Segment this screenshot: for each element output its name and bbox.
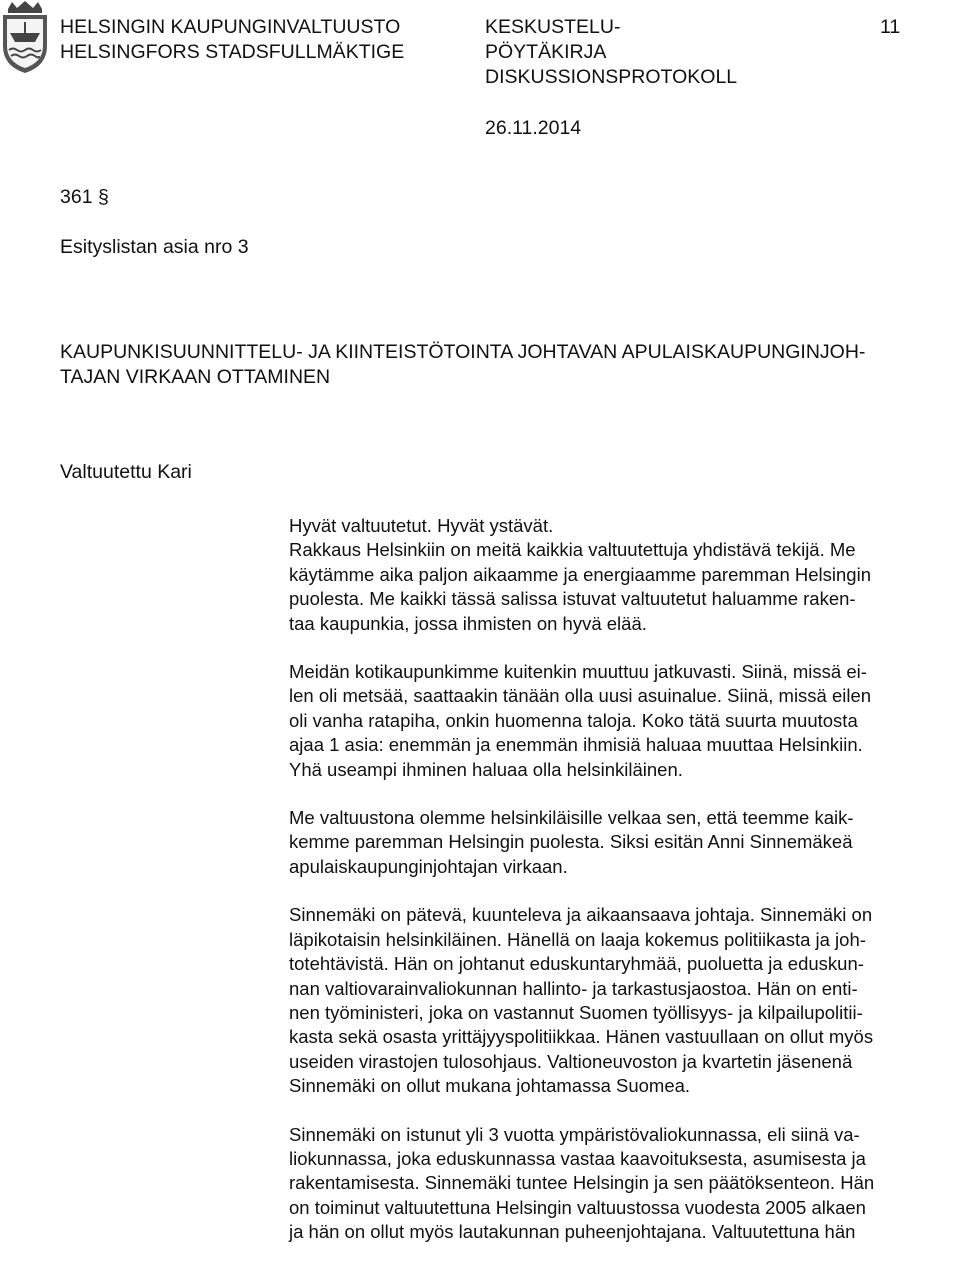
section-title-line-2: TAJAN VIRKAAN OTTAMINEN [60,366,331,388]
header-document-type [485,15,737,90]
speech-paragraph-5: Sinnemäki on pätevä, kuunteleva ja aikaansaava johtaja. Sinnemäki on läpikotaisin helsinkiläinen. Hänellä on laaja kokemus politiikasta ja joh- totehtävistä. Hän on johtanut eduskuntaryhmää, puoluetta ja eduskun- nan valtiovarainvaliokunnan hallinto- ja tarkastusjaostoa. Hän on enti- nen työministeri, joka on vastannut Suomen työllisyys- ja kilpailupolitii- kasta sekä osasta yrittäjyyspolitiikkaa. Hänen vastuullaan on ollut myös useiden virastojen tulosohjaus. Valtioneuvoston ja kvartetin jäsenenä Sinnemäki on ollut mukana johtamassa Suomea. [289,904,874,1097]
page-number: 11 [880,16,901,38]
section-title-line-1: KAUPUNKISUUNNITTELU- JA KIINTEISTÖTOINTA JOHTAVAN APULAISKAUPUNGINJOH- [60,341,866,363]
helsinki-crest-icon [0,0,50,74]
document-date: 26.11.2014 [485,117,582,139]
doc-type-line-1: KESKUSTELU- [485,16,621,38]
header-organization [60,15,404,65]
agenda-item: Esityslistan asia nro 3 [60,236,249,258]
speech-paragraph-4: Me valtuustona olemme helsinkiläisille velkaa sen, että teemme kaik- kemme paremman Helsingin puolesta. Siksi esitän Anni Sinnemäkeä apulaiskaupunginjohtajan virkaan. [289,807,854,877]
doc-type-line-3: DISKUSSIONSPROTOKOLL [485,66,738,88]
section-number: 361 § [60,186,109,208]
speech-body [289,514,955,1269]
speech-paragraph-6: Sinnemäki on istunut yli 3 vuotta ympäristövaliokunnassa, eli siinä va- liokunnassa, joka eduskunnassa vastaa kaavoituksesta, asumisesta ja rakentamisesta. Sinnemäki tuntee Helsingin ja sen päätöksenteon. Hän on toiminut valtuutettuna Helsingin valtuustossa vuodesta 2005 alkaen ja hän on ollut myös lautakunnan puheenjohtajana. Valtuutettuna hän [289,1123,875,1243]
speech-paragraph-2: Rakkaus Helsinkiin on meitä kaikkia valtuutettuja yhdistävä tekijä. Me käytämme aika paljon aikaamme ja energiaamme paremman Helsingin puolesta. Me kaikki tässä salissa istuvat valtuutetut haluamme raken- taa kaupunkia, jossa ihmisten on hyvä elää. [289,539,871,634]
doc-type-line-2: PÖYTÄKIRJA [485,41,607,63]
section-title [60,340,865,390]
org-name-finnish: HELSINGIN KAUPUNGINVALTUUSTO [60,16,401,38]
speech-paragraph-1: Hyvät valtuutetut. Hyvät ystävät. [289,515,554,536]
speaker-name: Valtuutettu Kari [60,461,192,483]
speech-paragraph-3: Meidän kotikaupunkimme kuitenkin muuttuu jatkuvasti. Siinä, missä ei- len oli metsää, saattaakin tänään olla uusi asuinalue. Siinä, missä eilen oli vanha ratapiha, onkin huomenna taloja. Koko tätä suurta muutosta ajaa 1 asia: enemmän ja enemmän ihmisiä haluaa muuttaa Helsinkiin. Yhä useampi ihminen haluaa olla helsinkiläinen. [289,661,872,780]
org-name-swedish: HELSINGFORS STADSFULLMÄKTIGE [60,41,405,63]
